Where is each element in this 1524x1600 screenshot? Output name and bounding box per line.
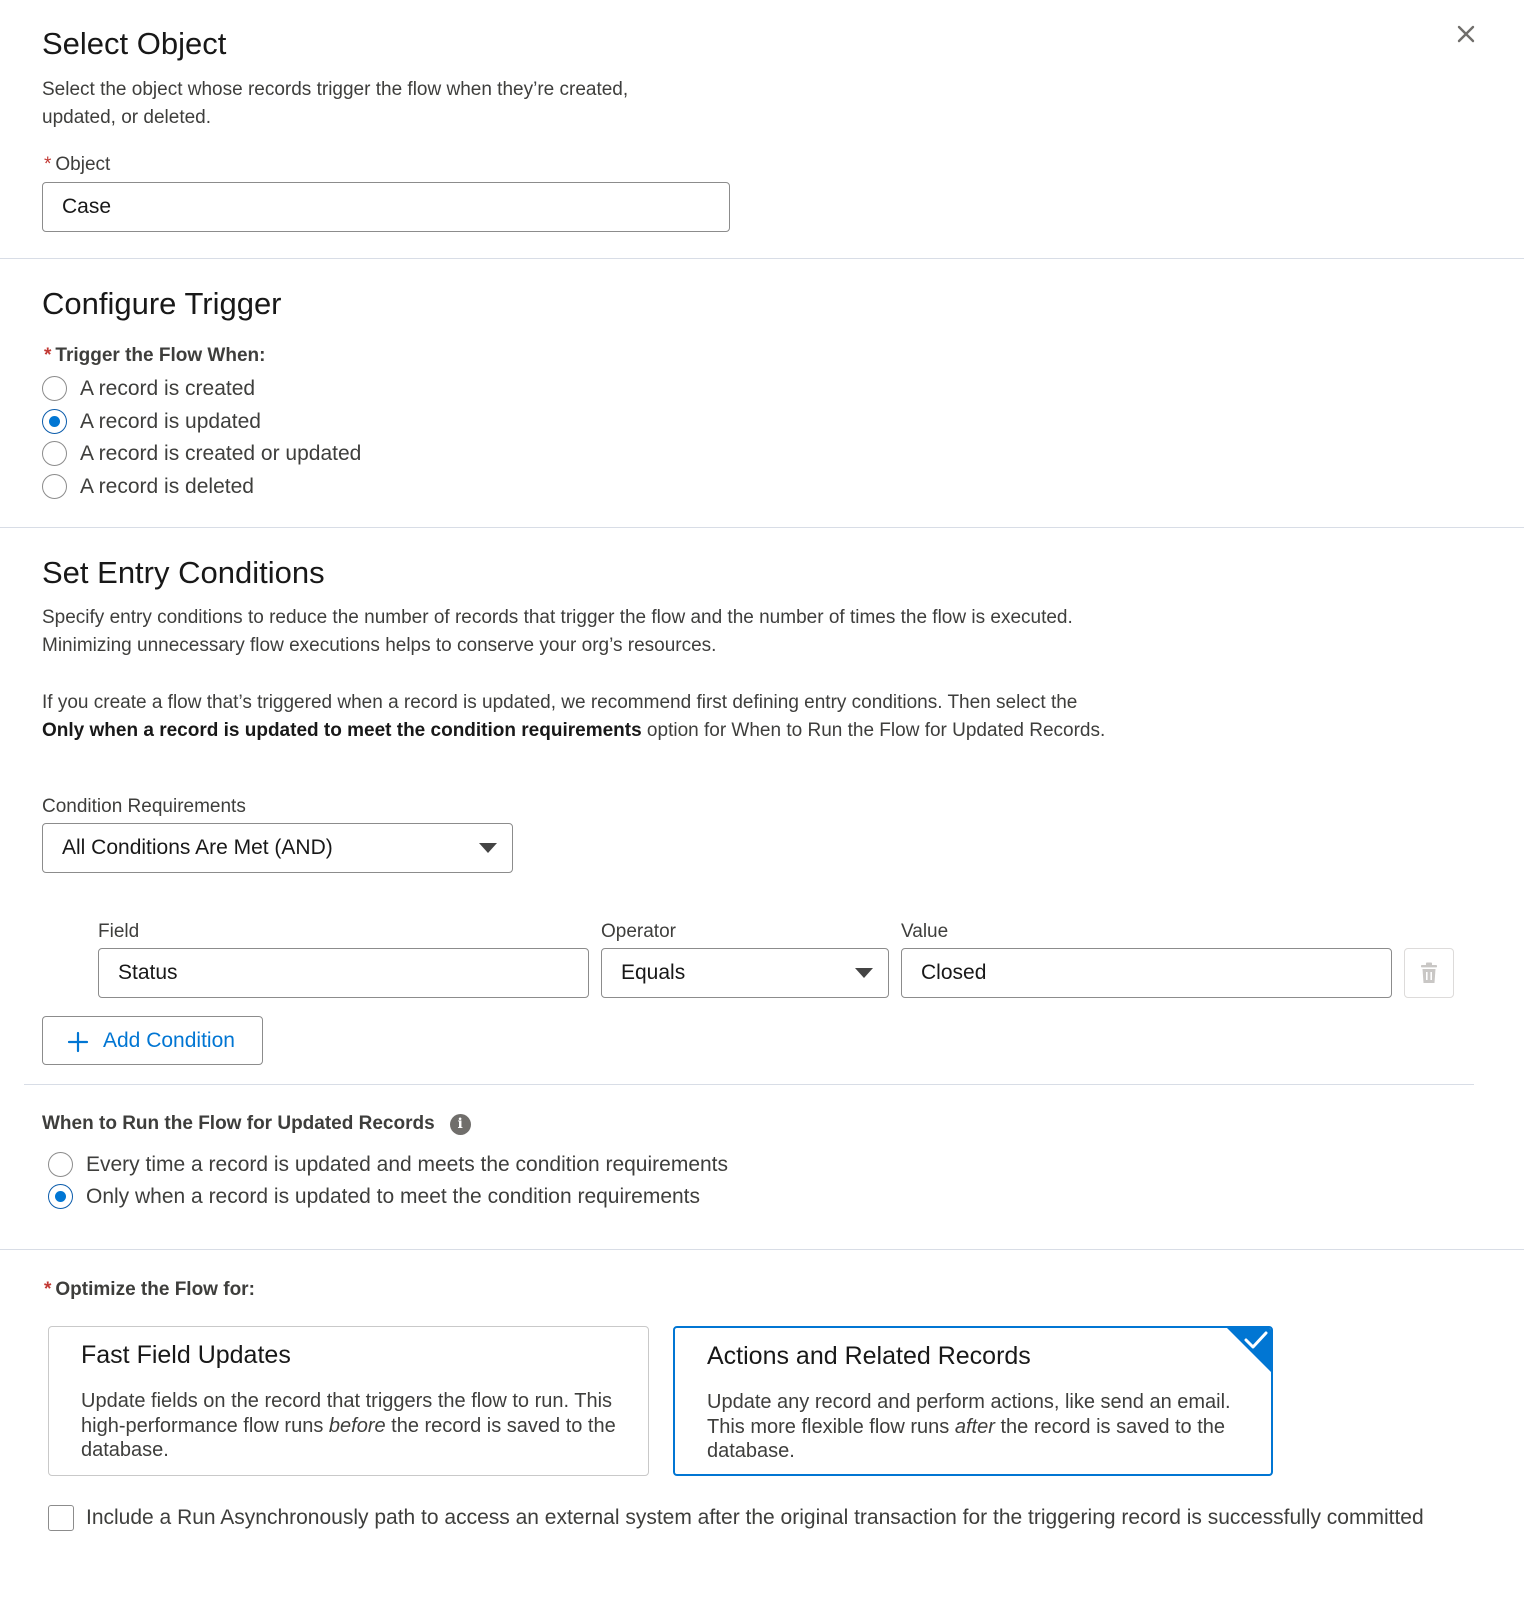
object-input[interactable] xyxy=(42,182,730,232)
trigger-option-created[interactable] xyxy=(42,376,255,401)
section-divider xyxy=(0,527,1524,528)
optimize-label-row xyxy=(44,1279,255,1301)
section-divider xyxy=(0,258,1524,259)
condition-value-input[interactable] xyxy=(901,948,1392,998)
run-async-checkbox[interactable] xyxy=(48,1505,74,1531)
condition-field-input[interactable] xyxy=(98,948,589,998)
card-title: Fast Field Updates xyxy=(81,1341,291,1369)
close-icon xyxy=(1450,18,1482,50)
radio-button[interactable] xyxy=(48,1184,73,1209)
run-async-label: Include a Run Asynchronously path to access an external system after the original transaction for the triggering record is successfully committed xyxy=(86,1506,1424,1529)
radio-button[interactable] xyxy=(42,409,67,434)
radio-button[interactable] xyxy=(42,441,67,466)
card-body-emphasis: before xyxy=(328,1414,386,1437)
optimize-card-fast-field-updates[interactable] xyxy=(48,1326,649,1476)
section-divider xyxy=(24,1084,1474,1085)
trigger-option-created-or-updated[interactable] xyxy=(42,441,361,466)
card-body xyxy=(707,1390,1241,1464)
radio-button[interactable] xyxy=(42,376,67,401)
required-marker: * xyxy=(44,154,52,175)
card-body-text: Update fields on the record that triggers the flow to run. This high-performance flow runs xyxy=(81,1390,613,1437)
recommendation-text-end: option for When to Run the Flow for Updated Records. xyxy=(641,720,1106,741)
condition-field-value: Status xyxy=(118,961,178,984)
optimize-label: Optimize the Flow for: xyxy=(55,1279,255,1300)
trigger-option-deleted[interactable] xyxy=(42,474,254,499)
object-label-row xyxy=(44,154,110,176)
card-body xyxy=(81,1389,618,1463)
trigger-option-label: A record is created or updated xyxy=(80,441,362,465)
optimize-card-actions-related-records[interactable] xyxy=(673,1326,1273,1476)
delete-condition-button[interactable] xyxy=(1404,948,1454,998)
info-icon[interactable]: i xyxy=(450,1114,471,1135)
condition-value-value: Closed xyxy=(921,961,987,984)
required-marker: * xyxy=(44,345,52,366)
trash-icon xyxy=(1420,962,1438,984)
recommendation-text: If you create a flow that’s triggered when a record is updated, we recommend first defining entry conditions. Then select the xyxy=(42,692,1078,713)
card-body-emphasis: after xyxy=(954,1415,995,1438)
trigger-option-updated[interactable] xyxy=(42,409,261,434)
condition-requirements-label: Condition Requirements xyxy=(42,796,246,817)
when-to-run-only-when[interactable] xyxy=(48,1184,700,1209)
select-object-title: Select Object xyxy=(42,26,227,61)
trigger-option-label: A record is created xyxy=(80,376,256,400)
recommendation-bold: Only when a record is updated to meet the condition requirements xyxy=(42,720,642,741)
radio-button[interactable] xyxy=(48,1152,73,1177)
card-title: Actions and Related Records xyxy=(707,1342,1031,1370)
selected-check-icon xyxy=(1226,1327,1272,1373)
when-to-run-row xyxy=(42,1113,471,1135)
card-body-text: Update any record and perform actions, like send an email. This more flexible flow runs xyxy=(707,1391,1231,1438)
operator-label: Operator xyxy=(601,921,676,942)
trigger-label-row xyxy=(44,345,265,367)
plus-icon xyxy=(67,1031,89,1053)
when-to-run-option-label: Every time a record is updated and meets the condition requirements xyxy=(86,1152,729,1176)
card-body-text-end: the record is saved to the database. xyxy=(707,1415,1226,1462)
object-label: Object xyxy=(55,154,111,175)
condition-operator-value: Equals xyxy=(621,961,686,984)
trigger-label: Trigger the Flow When: xyxy=(55,345,266,366)
entry-conditions-title: Set Entry Conditions xyxy=(42,555,325,590)
entry-conditions-recommendation xyxy=(42,689,1122,745)
chevron-down-icon xyxy=(855,968,873,978)
when-to-run-title: When to Run the Flow for Updated Records xyxy=(42,1113,435,1134)
close-button[interactable] xyxy=(1450,18,1482,50)
object-value: Case xyxy=(62,195,112,218)
when-to-run-option-label: Only when a record is updated to meet the condition requirements xyxy=(86,1184,701,1208)
condition-requirements-select[interactable] xyxy=(42,823,513,873)
field-label: Field xyxy=(98,921,140,942)
section-divider xyxy=(0,1249,1524,1250)
when-to-run-every-time[interactable] xyxy=(48,1152,728,1177)
run-async-row[interactable] xyxy=(48,1505,1424,1531)
select-object-description: Select the object whose records trigger the flow when they’re created, updated, or deleted. xyxy=(42,79,629,128)
radio-button[interactable] xyxy=(42,474,67,499)
configure-trigger-title: Configure Trigger xyxy=(42,286,282,321)
trigger-option-label: A record is updated xyxy=(80,409,261,433)
condition-requirements-value: All Conditions Are Met (AND) xyxy=(62,836,333,859)
card-body-text-end: the record is saved to the database. xyxy=(81,1414,616,1461)
add-condition-label: Add Condition xyxy=(103,1028,235,1052)
condition-operator-select[interactable] xyxy=(601,948,889,998)
trigger-option-label: A record is deleted xyxy=(80,474,254,498)
add-condition-button[interactable] xyxy=(42,1016,263,1065)
entry-conditions-description: Specify entry conditions to reduce the number of records that trigger the flow and the number of times the flow is executed. Minimizing unnecessary flow executions helps to conserve your org’s resources. xyxy=(42,607,1073,656)
required-marker: * xyxy=(44,1279,52,1300)
value-label: Value xyxy=(901,921,949,942)
chevron-down-icon xyxy=(479,843,497,853)
